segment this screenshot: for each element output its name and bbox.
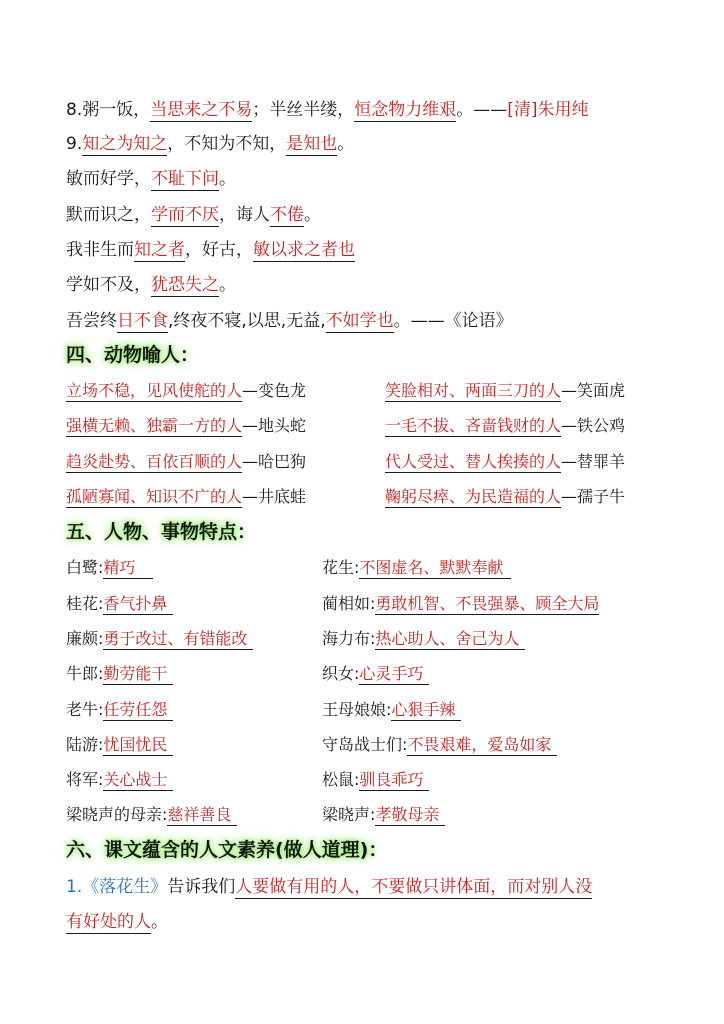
animal-row-left bbox=[66, 486, 306, 508]
name: 织女: bbox=[322, 664, 360, 683]
text: 。 bbox=[219, 275, 236, 295]
text: 。 bbox=[151, 912, 168, 932]
trait-row-left bbox=[66, 699, 173, 721]
answer: 勇敢机智、不畏强暴、顾全大局 bbox=[375, 594, 600, 613]
text: ；半丝半缕， bbox=[252, 100, 355, 120]
answer: 孤陋寡闻、知识不广的人 bbox=[66, 487, 243, 506]
trait-row-right bbox=[322, 699, 461, 721]
answer: 心狠手辣 bbox=[391, 700, 461, 721]
trait-row-left bbox=[66, 804, 237, 826]
answer: 犹恐失之 bbox=[151, 275, 219, 295]
trait-row-right bbox=[322, 734, 557, 756]
name: 牛郎: bbox=[66, 664, 104, 683]
text: —哈巴狗 bbox=[242, 452, 307, 471]
answer: 勤劳能干 bbox=[103, 664, 173, 685]
answer: 笑脸相对、两面三刀的人 bbox=[385, 381, 562, 400]
animal-row-left bbox=[66, 380, 306, 402]
quote-line-8 bbox=[66, 99, 589, 121]
name: 海力布: bbox=[322, 629, 376, 648]
trait-row-left bbox=[66, 628, 253, 650]
text: 。 bbox=[219, 169, 236, 189]
trait-row-right bbox=[322, 557, 511, 579]
answer: 趋炎赴势、百依百顺的人 bbox=[66, 452, 243, 471]
answer: 日不食 bbox=[117, 311, 168, 331]
answer: 驯良乖巧 bbox=[359, 770, 429, 791]
animal-row-right bbox=[385, 415, 625, 437]
answer: 强横无赖、独霸一方的人 bbox=[66, 416, 243, 435]
answer: 知之者 bbox=[134, 240, 185, 260]
name: 蔺相如: bbox=[322, 594, 376, 613]
text: 。——《论语》 bbox=[393, 311, 513, 331]
answer: 不耻下问 bbox=[151, 169, 219, 189]
answer: 任劳任怨 bbox=[103, 700, 173, 721]
trait-row-left bbox=[66, 663, 173, 685]
answer: 人要做有用的人，不要做只讲体面，而对别人没 bbox=[235, 877, 593, 897]
name: 陆游: bbox=[66, 735, 104, 754]
answer: 当思来之不易 bbox=[150, 100, 253, 120]
answer: 代人受过、替人挨揍的人 bbox=[385, 452, 562, 471]
text: 9. bbox=[66, 134, 83, 154]
trait-row-left bbox=[66, 769, 173, 791]
trait-row-right bbox=[322, 593, 599, 615]
lesson-item-1 bbox=[66, 876, 592, 898]
quote-line-7 bbox=[66, 310, 513, 332]
text: 。—— bbox=[456, 100, 508, 120]
name: 老牛: bbox=[66, 700, 104, 719]
answer: 立场不稳，见风使舵的人 bbox=[66, 381, 243, 400]
name: 花生: bbox=[322, 558, 360, 577]
text: —孺子牛 bbox=[561, 487, 626, 506]
trait-row-right bbox=[322, 804, 445, 826]
answer: 孝敬母亲 bbox=[375, 805, 445, 826]
animal-row-right bbox=[385, 451, 625, 473]
answer: 不如学也 bbox=[325, 311, 394, 331]
answer: 是知也 bbox=[286, 134, 338, 154]
answer: 学而不厌 bbox=[151, 205, 219, 225]
text: 我非生而 bbox=[66, 240, 134, 260]
answer: 精巧 bbox=[103, 558, 153, 579]
animal-row-right bbox=[385, 380, 625, 402]
section-5-heading: 五、人物、事物特点： bbox=[66, 521, 257, 543]
animal-row-right bbox=[385, 486, 625, 508]
text: —变色龙 bbox=[242, 381, 307, 400]
name: 桂花: bbox=[66, 594, 104, 613]
source: [清]朱用纯 bbox=[507, 100, 589, 120]
trait-row-right bbox=[322, 769, 429, 791]
answer: 知之为知之 bbox=[82, 134, 168, 154]
text: —井底蛙 bbox=[242, 487, 307, 506]
name: 廉颇: bbox=[66, 629, 104, 648]
name: 王母娘娘: bbox=[322, 700, 392, 719]
trait-row-left bbox=[66, 593, 173, 615]
answer: 热心助人、舍己为人 bbox=[375, 629, 525, 650]
answer: 不倦 bbox=[270, 205, 304, 225]
animal-row-left bbox=[66, 415, 306, 437]
answer: 忧国忧民 bbox=[103, 735, 173, 756]
quote-line-6 bbox=[66, 274, 236, 296]
section-6-heading: 六、课文蕴含的人文素养(做人道理)： bbox=[66, 839, 388, 861]
trait-row-left bbox=[66, 734, 173, 756]
text: —铁公鸡 bbox=[561, 416, 626, 435]
item-number: 1. bbox=[66, 877, 83, 897]
quote-line-9 bbox=[66, 133, 354, 155]
text: ，不知为不知， bbox=[167, 134, 287, 154]
text: ，好古， bbox=[185, 240, 253, 260]
text: 敏而好学， bbox=[66, 169, 151, 189]
trait-row-right bbox=[322, 628, 525, 650]
name: 守岛战士们: bbox=[322, 735, 408, 754]
name: 松鼠: bbox=[322, 770, 360, 789]
text: 吾尝终 bbox=[66, 311, 117, 331]
answer: 不畏艰难，爱岛如家 bbox=[407, 735, 557, 756]
answer: 不图虚名、默默奉献 bbox=[359, 558, 511, 579]
text: ,终夜不寝,以思,无益, bbox=[168, 311, 326, 331]
text: 学如不及， bbox=[66, 275, 151, 295]
answer: 香气扑鼻 bbox=[103, 594, 173, 615]
animal-row-left bbox=[66, 451, 306, 473]
book-title: 《落花生》 bbox=[82, 877, 168, 897]
text: 。 bbox=[304, 205, 321, 225]
name: 白鹭: bbox=[66, 558, 104, 577]
answer: 一毛不拔、吝啬钱财的人 bbox=[385, 416, 562, 435]
answer: 关心战士 bbox=[103, 770, 173, 791]
text: 告诉我们 bbox=[167, 877, 236, 897]
lesson-item-1-cont bbox=[66, 911, 168, 933]
answer: 心灵手巧 bbox=[359, 664, 429, 685]
answer: 慈祥善良 bbox=[167, 805, 237, 826]
text: —替罪羊 bbox=[561, 452, 626, 471]
text: —笑面虎 bbox=[561, 381, 626, 400]
text: 8.粥一饭， bbox=[66, 100, 151, 120]
trait-row-left bbox=[66, 557, 153, 579]
answer: 鞠躬尽瘁、为民造福的人 bbox=[385, 487, 562, 506]
answer: 恒念物力维艰 bbox=[354, 100, 457, 120]
text: —地头蛇 bbox=[242, 416, 307, 435]
quote-line-3 bbox=[66, 168, 236, 190]
quote-line-5 bbox=[66, 239, 355, 261]
trait-row-right bbox=[322, 663, 429, 685]
name: 梁晓声: bbox=[322, 805, 376, 824]
answer: 有好处的人 bbox=[66, 912, 151, 932]
text: 。 bbox=[337, 134, 355, 154]
answer: 勇于改过、有错能改 bbox=[103, 629, 253, 650]
text: 默而识之， bbox=[66, 205, 151, 225]
text: ，诲人 bbox=[219, 205, 270, 225]
name: 将军: bbox=[66, 770, 104, 789]
quote-line-4 bbox=[66, 204, 321, 226]
section-4-heading: 四、动物喻人： bbox=[66, 344, 200, 366]
answer: 敏以求之者也 bbox=[253, 240, 355, 260]
name: 梁晓声的母亲: bbox=[66, 805, 168, 824]
